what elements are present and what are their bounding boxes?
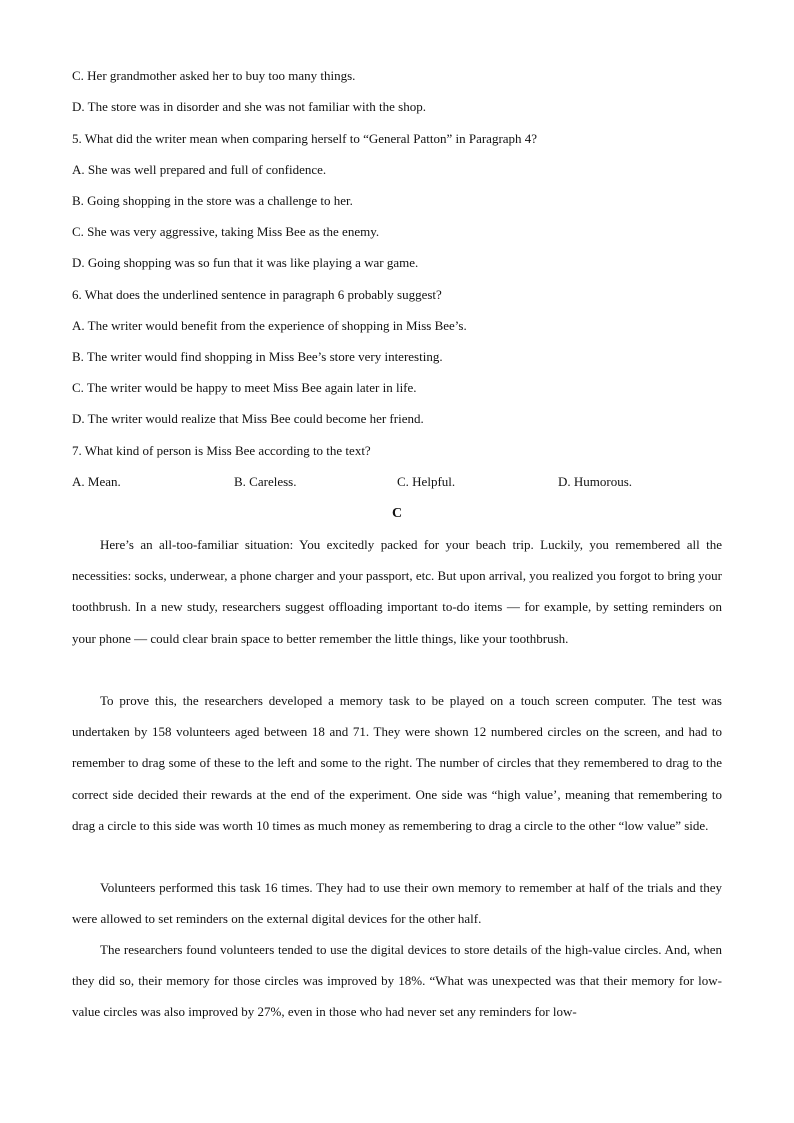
passage-paragraph-1: Here’s an all-too-familiar situation: You excitedly packed for your beach trip. Luckily, you remembered all the necessities: socks, underwear, a phone charger and your passport, etc. But upon arrival, you realized you forgot to bring your toothbrush. In a new study, researchers suggest offloading important to-do items — for example, by setting reminders on your phone — could clear brain space to better remember the little things, like your toothbrush. <box>72 537 722 646</box>
passage-paragraph-4: The researchers found volunteers tended to use the digital devices to store details of the high-value circles. And, when they did so, their memory for those circles was improved by 18%. “What was unexpected was that their memory for low-value circles was also improved by 27%, even in those who had never set any reminders for low- <box>72 942 722 1020</box>
q5-stem: 5. What did the writer mean when comparing herself to “General Patton” in Paragraph 4? <box>72 131 538 146</box>
q4-option-c: C. Her grandmother asked her to buy too many things. <box>72 68 356 83</box>
q7-option-c: C. Helpful. <box>397 474 456 489</box>
q6-option-d: D. The writer would realize that Miss Bee could become her friend. <box>72 411 424 426</box>
q6-option-b: B. The writer would find shopping in Miss Bee’s store very interesting. <box>72 349 443 364</box>
q5-option-b: B. Going shopping in the store was a challenge to her. <box>72 193 353 208</box>
q6-option-a: A. The writer would benefit from the experience of shopping in Miss Bee’s. <box>72 318 467 333</box>
passage-paragraph-3: Volunteers performed this task 16 times. They had to use their own memory to remember at half of the trials and they were allowed to set reminders on the external digital devices for the other half. <box>72 880 722 927</box>
passage-paragraph-2: To prove this, the researchers developed a memory task to be played on a touch screen computer. The test was undertaken by 158 volunteers aged between 18 and 71. They were shown 12 numbered circles on the screen, and had to remember to drag some of these to the left and some to the right. The number of circles that they remembered to drag to the correct side decided their rewards at the end of the experiment. One side was “high value’, meaning that remembering to drag a circle to this side was worth 10 times as much money as remembering to drag a circle to the other “low value” side. <box>72 693 722 833</box>
q5-option-a: A. She was well prepared and full of confidence. <box>72 162 327 177</box>
q7-option-a: A. Mean. <box>72 474 121 489</box>
q6-stem: 6. What does the underlined sentence in paragraph 6 probably suggest? <box>72 287 442 302</box>
q7-stem: 7. What kind of person is Miss Bee according to the text? <box>72 443 371 458</box>
q6-option-c: C. The writer would be happy to meet Miss Bee again later in life. <box>72 380 417 395</box>
q5-option-c: C. She was very aggressive, taking Miss Bee as the enemy. <box>72 224 380 239</box>
q7-option-b: B. Careless. <box>234 474 297 489</box>
section-heading: C <box>391 506 403 521</box>
q5-option-d: D. Going shopping was so fun that it was like playing a war game. <box>72 255 419 270</box>
q7-option-d: D. Humorous. <box>558 474 633 489</box>
q4-option-d: D. The store was in disorder and she was not familiar with the shop. <box>72 99 426 114</box>
